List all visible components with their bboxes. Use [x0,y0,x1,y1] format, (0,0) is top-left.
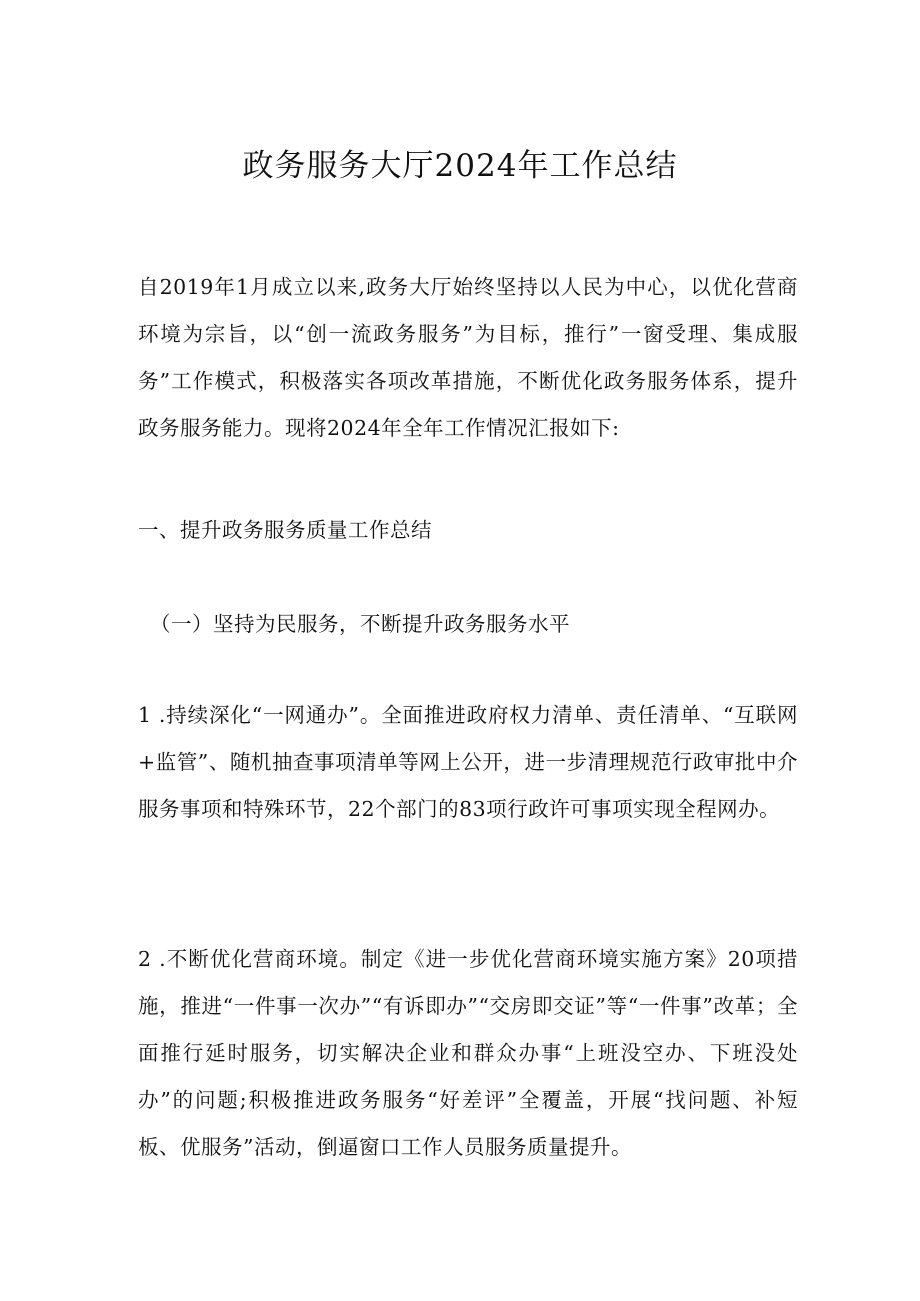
subsection-heading: （一）坚持为民服务，不断提升政务服务水平 [150,612,570,636]
item-2-paragraph: 2 .不断优化营商环境。制定《进一步优化营商环境实施方案》20项措施，推进“一件事一次办”“有诉即办”“交房即交证”等“一件事”改革；全面推行延时服务，切实解决企业和群众办事“上班没空办、下班没处办”的问题;积极推进政务服务“好差评”全覆盖，开展“找问题、补短板、优服务”活动，倒逼窗口工作人员服务质量提升。 [138,947,798,1159]
document-title: 政务服务大厅2024年工作总结 [242,148,678,184]
item-1-paragraph: 1 .持续深化“一网通办”。全面推进政府权力清单、责任清单、“互联网+监管”、随机抽查事项清单等网上公开，进一步清理规范行政审批中介服务事项和特殊环节，22个部门的83项行政许可事项实现全程网办。 [138,703,798,821]
intro-paragraph: 自2019年1月成立以来,政务大厅始终坚持以人民为中心，以优化营商环境为宗旨，以“创一流政务服务”为目标，推行”一窗受理、集成服务”工作模式，积极落实各项改革措施，不断优化政务服务体系，提升政务服务能力。现将2024年全年工作情况汇报如下: [138,275,798,440]
section-heading: 一、提升政务服务质量工作总结 [138,518,432,542]
